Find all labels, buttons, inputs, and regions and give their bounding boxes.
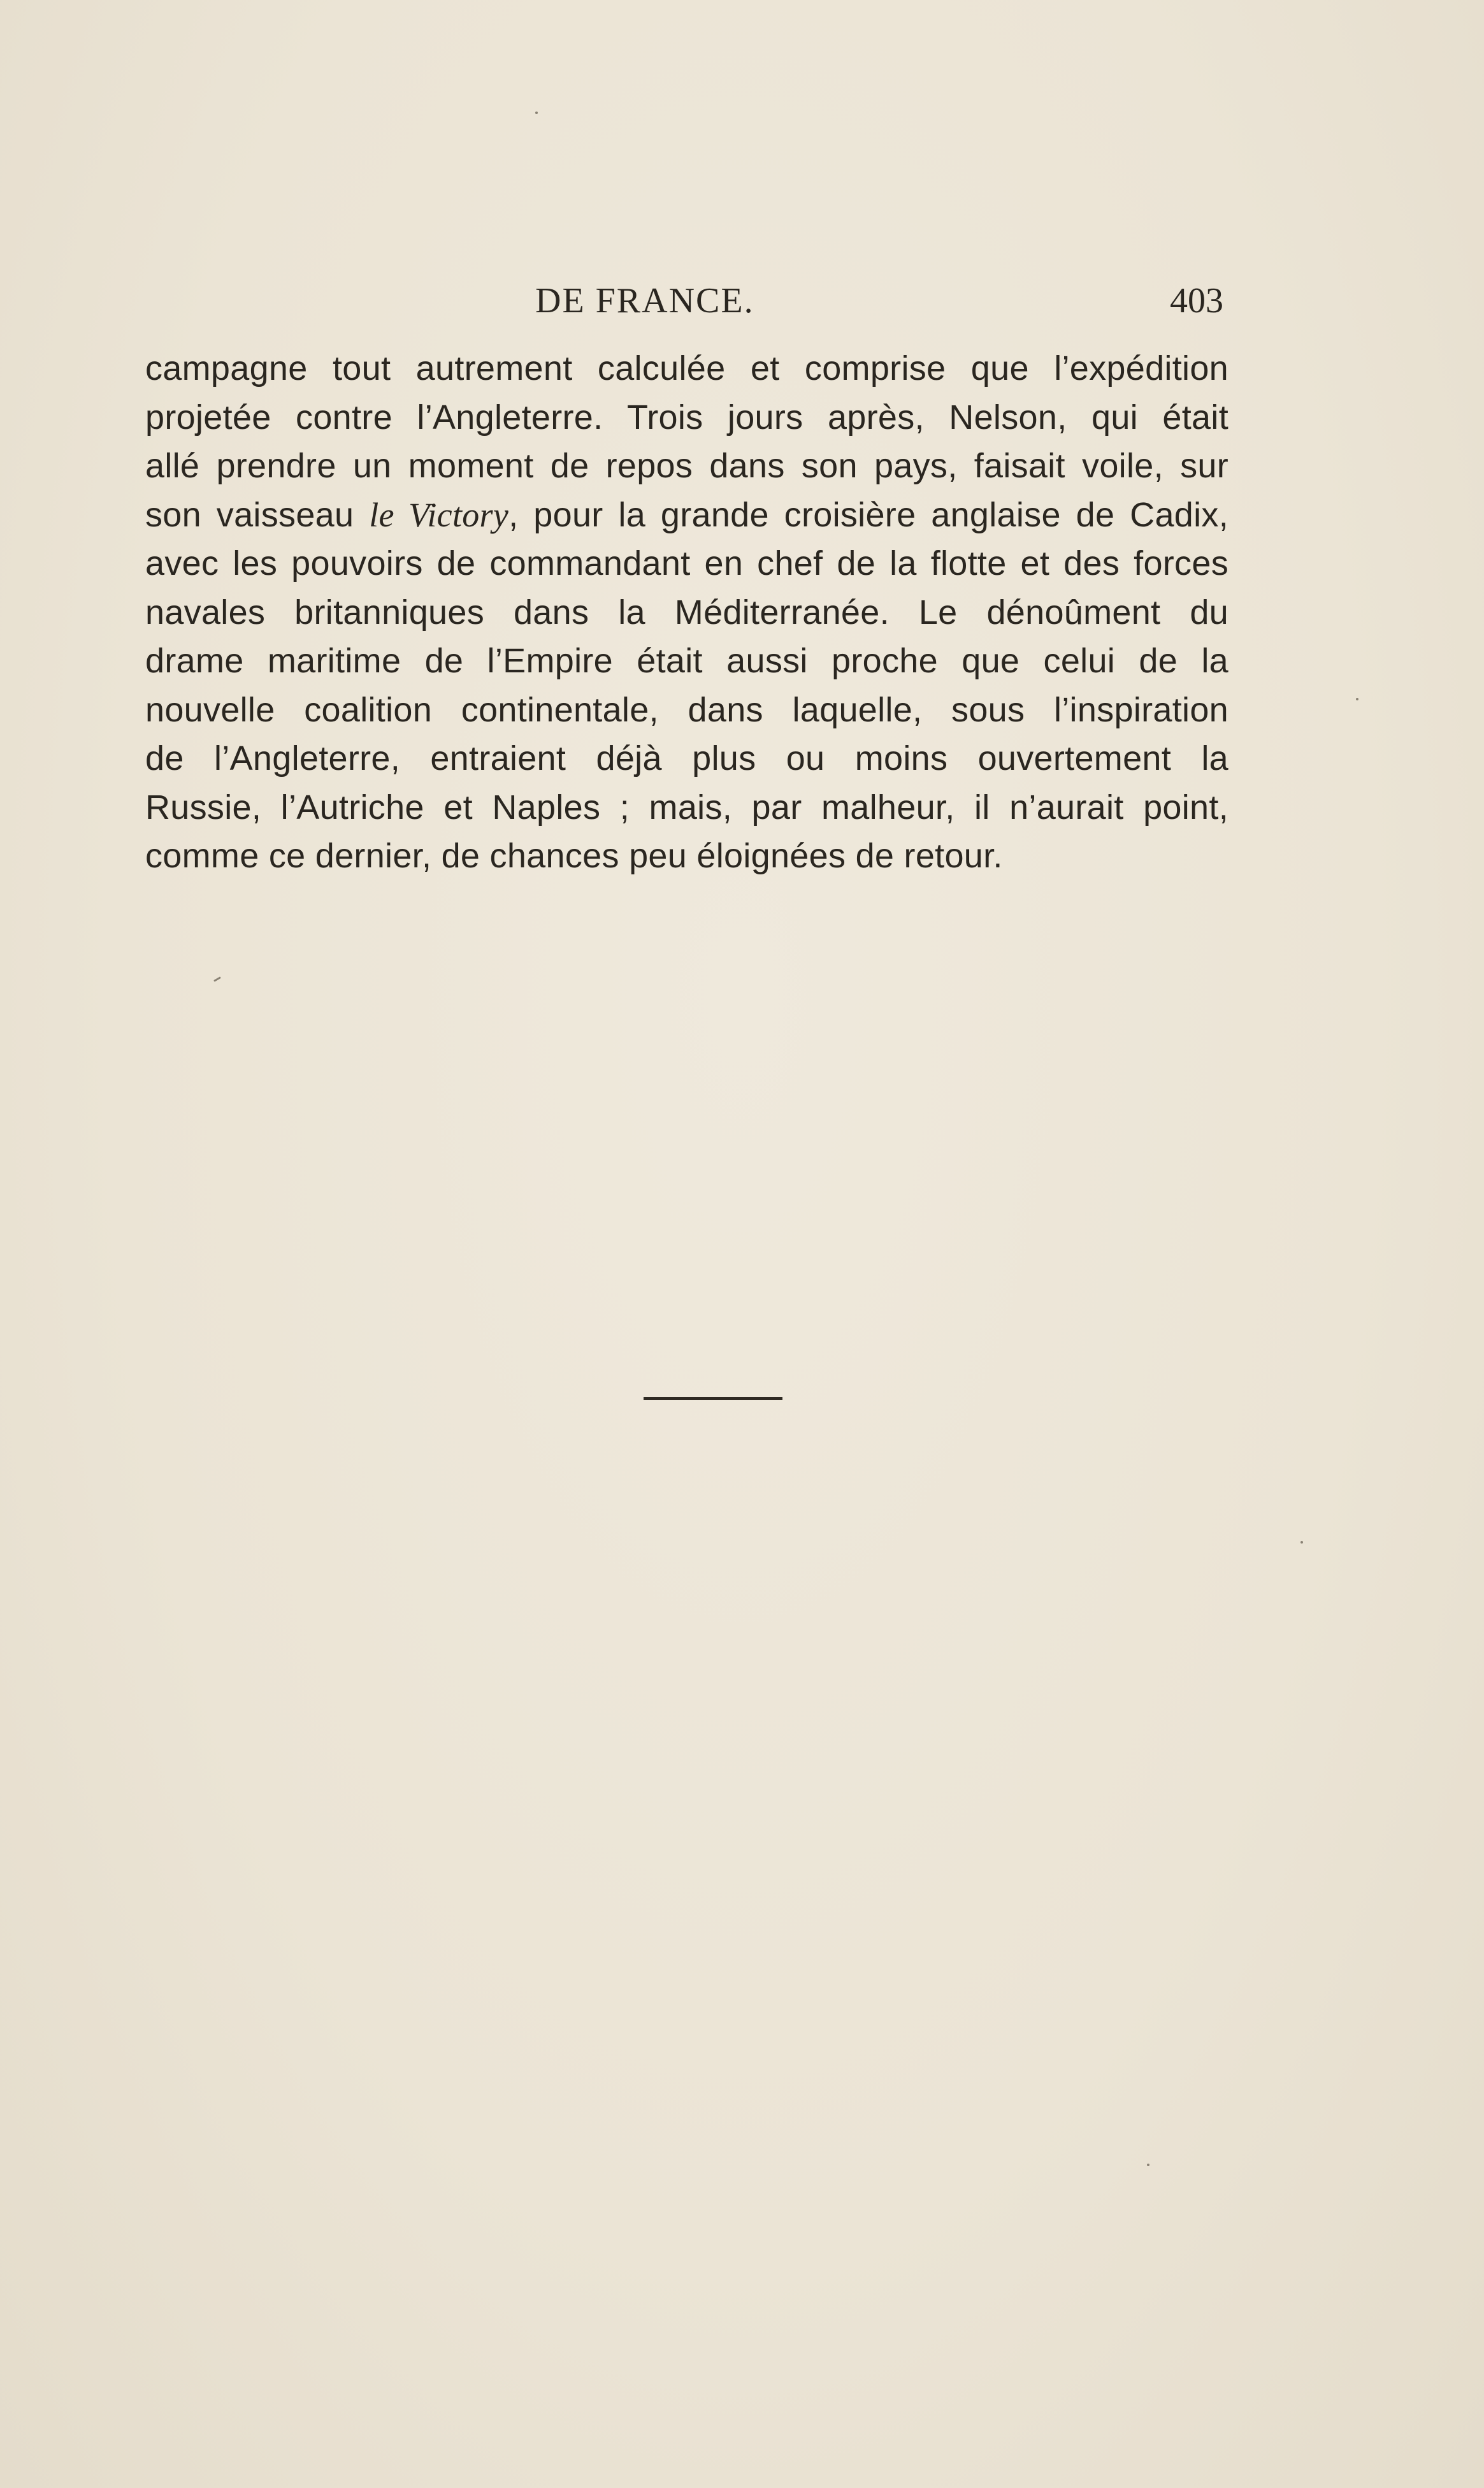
text-line: campagne tout autrement calculée et comprise que l’expédition (145, 349, 1228, 387)
text-line: drame maritime de l’Empire était aussi proche que celui de la (145, 642, 1228, 680)
text-segment: son vaisseau (145, 495, 354, 534)
text-line: allé prendre un moment de repos dans son pays, faisait voile, sur (145, 447, 1228, 485)
text-line: Russie, l’Autriche et Naples ; mais, par malheur, il n’aurait point, (145, 788, 1228, 827)
body-paragraph (145, 344, 1228, 881)
ship-name: le Victory (369, 495, 509, 534)
text-line: comme ce dernier, de chances peu éloignées de retour. (145, 837, 1003, 875)
end-rule (644, 1397, 782, 1400)
text-segment: , pour la grande croisière anglaise de Cadix, (508, 495, 1228, 534)
text-line: projetée contre l’Angleterre. Trois jours après, Nelson, qui était (145, 398, 1228, 437)
paper-speck (1300, 1541, 1303, 1544)
page-number: 403 (1170, 281, 1223, 321)
paper-speck (535, 112, 538, 114)
paper-speck (213, 976, 221, 982)
running-title: DE FRANCE. (535, 281, 754, 321)
text-line (145, 491, 1228, 540)
paper-speck (1147, 2164, 1149, 2166)
paper-speck (1356, 698, 1358, 700)
text-line: navales britanniques dans la Méditerranée. Le dénoûment du (145, 593, 1228, 632)
text-line: de l’Angleterre, entraient déjà plus ou moins ouvertement la (145, 739, 1228, 778)
text-line: avec les pouvoirs de commandant en chef de la flotte et des forces (145, 544, 1228, 582)
text-line: nouvelle coalition continentale, dans laquelle, sous l’inspiration (145, 690, 1228, 729)
running-head (147, 280, 1223, 331)
